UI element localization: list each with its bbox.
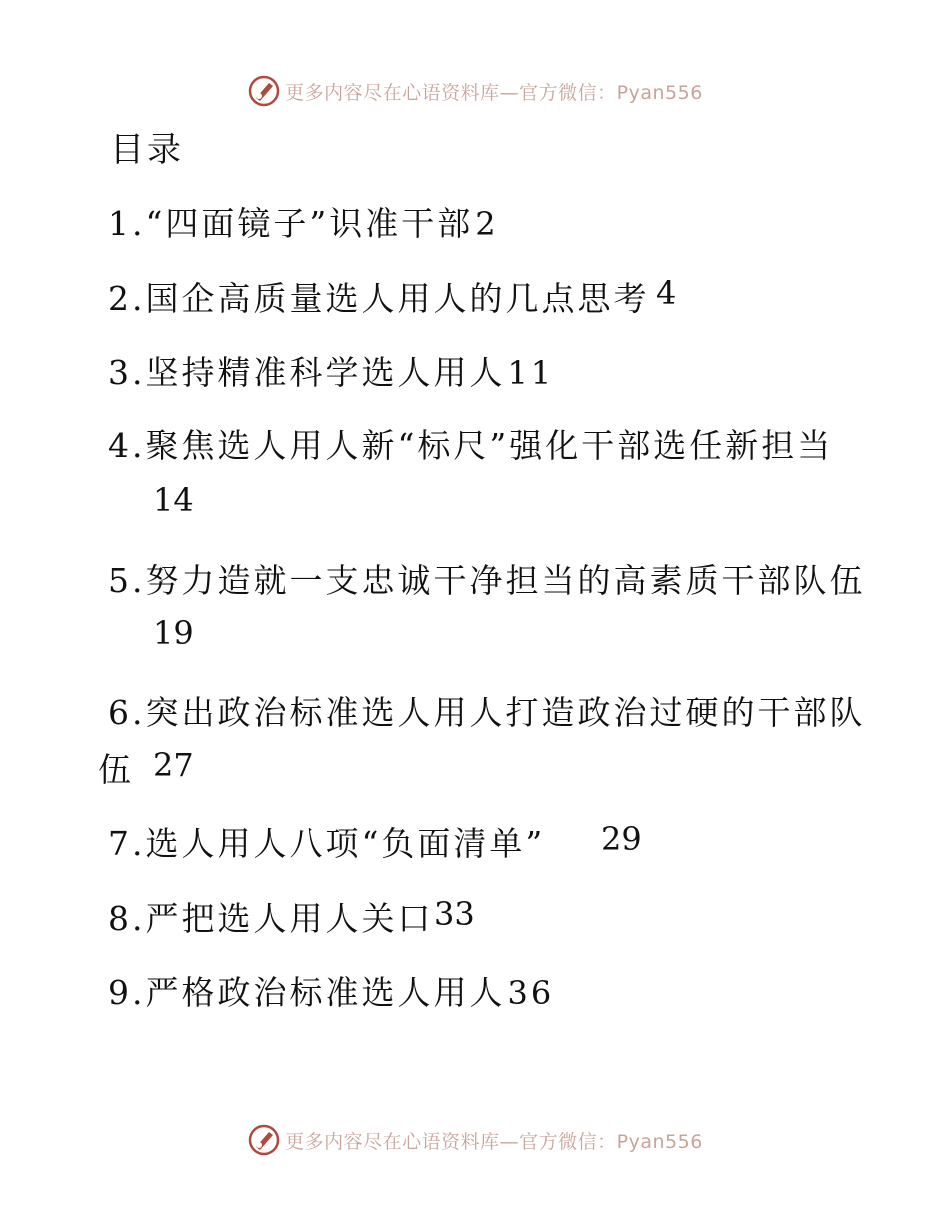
toc-page-number: 33 [434,895,475,933]
toc-item-1[interactable] [108,198,499,245]
toc-page-number: 11 [507,354,555,392]
toc-page-number: 36 [507,974,555,1012]
watermark-text: 更多内容尽在心语资料库—官方微信：Pyan556 [285,1130,703,1153]
toc-page-number: 27 [153,746,194,784]
toc-title: 目录 [110,130,184,170]
toc-item-3[interactable] [108,347,554,394]
toc-item-text: 9.严格政治标准选人用人 [108,973,506,1012]
toc-item-text: 7.选人用人八项“负面清单” [108,824,546,863]
watermark-footer [0,1120,950,1160]
toc-page-number: 14 [153,481,194,519]
toc-item-5[interactable] [108,555,866,602]
toc-item-9[interactable] [108,967,554,1014]
toc-item-2[interactable] [108,273,650,320]
toc-page-number: 29 [601,820,642,858]
pen-logo-icon [247,1123,281,1157]
toc-item-text: 6.突出政治标准选人用人打造政治过硬的干部队 [108,693,866,732]
watermark-header [0,71,950,111]
pen-logo-icon [247,74,281,108]
toc-item-text: 4.聚焦选人用人新“标尺”强化干部选任新担当 [108,426,834,465]
toc-page-number: 4 [656,274,677,312]
toc-item-8[interactable] [108,893,434,940]
watermark-text: 更多内容尽在心语资料库—官方微信：Pyan556 [285,81,703,104]
toc-item-7[interactable] [108,818,545,865]
toc-page-number: 19 [153,614,194,652]
toc-item-text: 2.国企高质量选人用人的几点思考 [108,279,650,318]
toc-item-text: 5.努力造就一支忠诚干净担当的高素质干部队伍 [108,561,866,600]
toc-item-4[interactable] [108,420,833,467]
toc-item-text: 1.“四面镜子”识准干部 [108,204,474,243]
toc-item-6[interactable] [108,687,866,734]
toc-page-number: 2 [475,205,499,243]
toc-item-text: 3.坚持精准科学选人用人 [108,353,506,392]
toc-item-text: 8.严把选人用人关口 [108,899,434,938]
toc-item-continuation: 伍 [98,750,134,789]
